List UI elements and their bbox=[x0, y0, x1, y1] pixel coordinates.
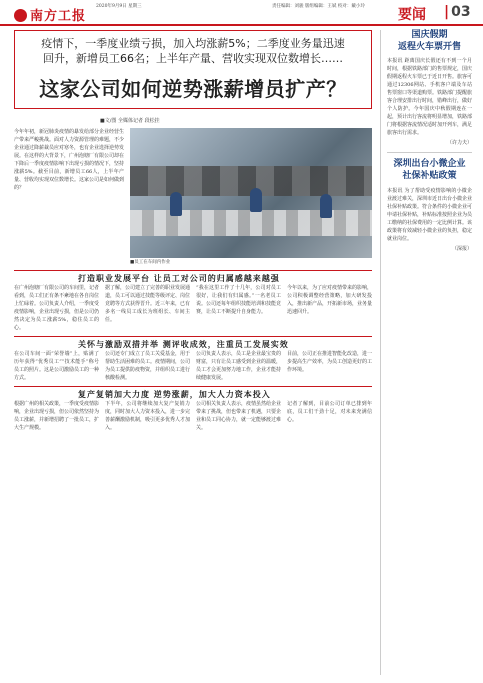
page-number: | 03 bbox=[444, 4, 471, 20]
paragraph: 记者了解到，目前公司订单已排到年底，员工们干劲十足，对未来充满信心。 bbox=[287, 400, 372, 423]
sidebar-headline: 国庆假期 返程火车票开售 bbox=[397, 30, 461, 52]
article-source: （许力夫） bbox=[446, 140, 472, 147]
paragraph: 目前，公司正在推进智能化改造，进一步提高生产效率，为员工创造更好的工作环境。 bbox=[287, 350, 373, 373]
section-body bbox=[14, 350, 372, 382]
worker-figure bbox=[170, 192, 182, 216]
lead-box bbox=[14, 30, 372, 109]
masthead bbox=[0, 0, 483, 26]
lead-intro: 今年年初，新冠肺炎疫情的暴发给部分企业经营生产带来严峻挑战。面对人力资源管理的难题，不少企业通过降薪裁员应对寒冬，也有企业选择逆势发展。在这样的大背景下，广州泡塘厂有限公司却在下降后一季度疫情影响下出现亏损的情况下，坚持涨薪5%。截至目前，新增员工66人，上半年产量、营收均实现双位数增长。这家公司是如何做到的？ bbox=[14, 128, 125, 191]
kicker-line-2: 回升，新增员工66名；上半年产量、营收实现双位数增长…… bbox=[43, 51, 343, 65]
divider bbox=[387, 152, 472, 153]
sidebar-article: 本报讯 距离国庆长假还有不到一个月时间，根据铁路部门的售票规定，国庆假期返程火车票已于近日开售。旅客可通过12306网站、手机客户端及车站售票窗口等渠道购票。铁路部门提醒旅客合理安排出行时间，错峰出行，做好个人防护。今年国庆中秋假期连在一起，预计出行客流将明显增加，铁路部门将根据客流情况适时加开列车，满足旅客出行需求。 bbox=[387, 58, 473, 137]
section-heading: 打造职业发展平台 让员工对公司的归属感越来越强 bbox=[14, 270, 372, 284]
paragraph: 在广州泡塘厂有限公司的车间里，记者看到，员工们正有条不紊地在各自岗位上忙碌着。公司负责人介绍，一季度受疫情影响，企业出现亏损，但是公司仍然决定为员工涨薪5%，稳住员工的心。 bbox=[14, 284, 100, 331]
newspaper-logo bbox=[14, 5, 86, 24]
paragraph: “我在这里工作了十几年，公司对员工很好，让我们有归属感。”一名老员工说。公司还每年组织技能培训和技能竞赛，让员工不断提升自身能力。 bbox=[196, 284, 282, 315]
paragraph: 根据广州的相关政策，一季度受疫情影响，企业出现亏损，但公司依然坚持为员工涨薪，并新增招聘了一批员工，扩大生产规模。 bbox=[14, 400, 100, 431]
sidebar-article: 本报讯 为了帮助受疫情影响的小微企业渡过难关，深圳市近日出台小微企业社保补贴政策。符合条件的小微企业可申请社保补贴，补贴标准按照企业为员工缴纳的社保费用的一定比例计算。该政策将有效减轻小微企业的负担，稳定就业岗位。 bbox=[387, 187, 473, 242]
photo-caption: ■员工在车间内作业 bbox=[130, 259, 171, 265]
paragraph: 公司负责人表示，员工是企业最宝贵的财富，只有让员工感受到企业的温暖，员工才会更加努力地工作，企业才能持续健康发展。 bbox=[196, 350, 282, 381]
byline: ■文/图 全媒体记者 段松挂 bbox=[100, 117, 160, 124]
section-name: 要闻 bbox=[398, 7, 426, 23]
section-heading: 关怀与激励双措并举 测评收成效，注重员工发展实效 bbox=[14, 336, 372, 350]
article-source: （深报） bbox=[451, 245, 472, 252]
section-body bbox=[14, 400, 372, 432]
worker-figure bbox=[250, 188, 262, 212]
section-body bbox=[14, 284, 372, 332]
paragraph: 公司还专门成立了员工关爱基金，用于帮助生活困难的员工。疫情期间，公司为员工提供防疫物资，并组织员工进行核酸检测。 bbox=[105, 350, 191, 381]
main-story bbox=[14, 30, 372, 432]
conveyor-belt bbox=[130, 210, 372, 236]
paragraph: 据了解，公司建立了完善的职业发展通道，员工可以通过技能等级评定、岗位竞聘等方式获得晋升。近三年来，已有多名一线员工成长为班组长、车间主任。 bbox=[105, 284, 191, 323]
publication-date: 2020年9月9日 星期三 bbox=[96, 4, 142, 9]
paragraph: 下半年，公司将继续加大复产复销力度，同时加大人力资本投入，进一步完善薪酬激励机制，吸引更多优秀人才加入。 bbox=[105, 400, 191, 431]
kicker-line-1: 疫情下，一季度业绩亏损，加入均涨薪5%；二季度业务量迅速 bbox=[41, 37, 345, 50]
headline: 这家公司如何逆势涨薪增员扩产？ bbox=[39, 76, 347, 101]
sidebar-headline: 深圳出台小微企业 社保补贴政策 bbox=[393, 159, 466, 182]
paragraph: 在公司车间一面“荣誉墙”上，贴满了历年获得“优秀员工”“技术能手”称号员工的照片。这是公司激励员工的一种方式。 bbox=[14, 350, 100, 381]
editor-credits: 责任编辑：刘骏 版组编辑：王斌 校对：戴小玲 bbox=[272, 4, 365, 9]
lead-body bbox=[14, 128, 372, 266]
logo-mark-icon bbox=[14, 9, 27, 22]
worker-figure bbox=[320, 194, 332, 218]
paragraph: 公司相关负责人表示，疫情虽然给企业带来了挑战，但也带来了机遇，只要企业和员工同心协力，就一定能够渡过难关。 bbox=[196, 400, 282, 431]
factory-photo bbox=[130, 128, 372, 258]
paragraph: 今年以来，为了应对疫情带来的影响，公司积极调整经营策略，加大研发投入，推出新产品，开拓新市场，业务量迅速回升。 bbox=[287, 284, 373, 315]
section-heading: 复产复销加大力度 逆势涨薪，加大人力资本投入 bbox=[14, 386, 372, 400]
logo-text: 南方工报 bbox=[30, 9, 87, 24]
sidebar-news bbox=[380, 30, 472, 675]
